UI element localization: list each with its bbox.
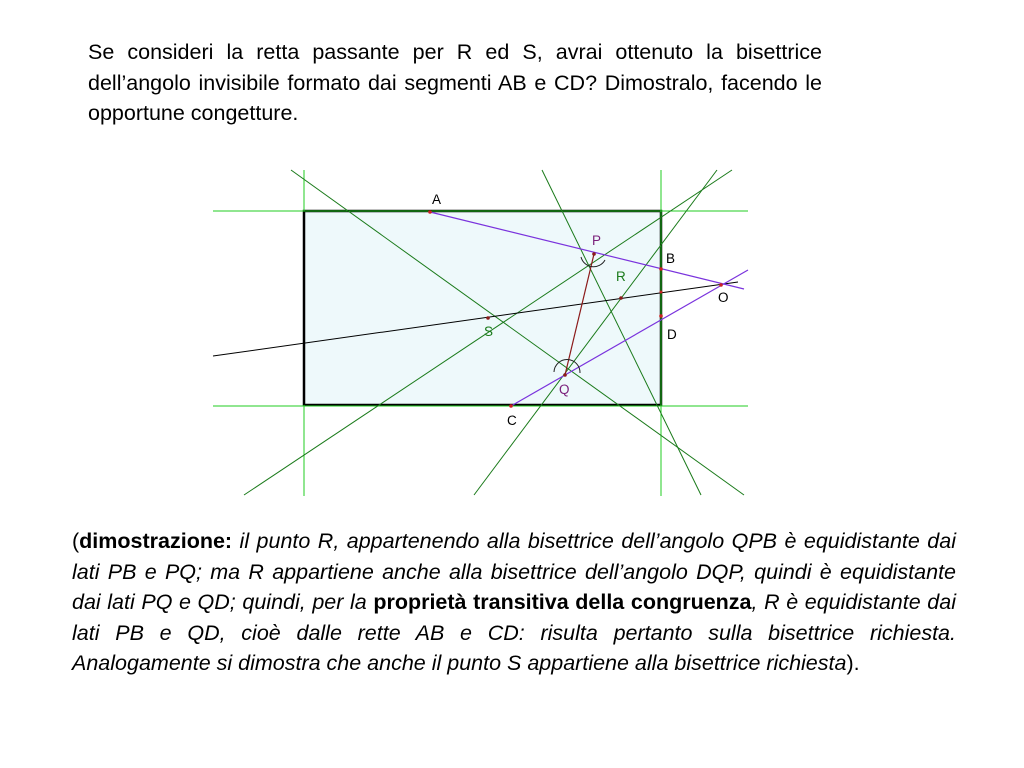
label-s: S [484, 324, 494, 339]
label-q: Q [559, 382, 570, 397]
point-p [592, 252, 596, 256]
label-r: R [616, 269, 626, 284]
point-s [486, 316, 490, 320]
question-text: Se consideri la retta passante per R ed S, avrai ottenuto la bisettrice dell’angolo invisibile formato dai segmenti AB e CD? Dimostralo, facendo le opportune congetture. [88, 40, 822, 125]
label-o: O [718, 290, 729, 305]
proof-close-paren: ). [846, 651, 860, 676]
point-o [719, 283, 723, 287]
proof-text [72, 526, 956, 679]
point-q [563, 373, 567, 377]
point-d [659, 314, 663, 318]
proof-part-2: , R è equidistante dai lati PB e QD, cioè dalle rette AB e CD: risulta pertanto sulla bisettrice richiesta. Analogamente si dimostra che anche il punto S appartiene alla bisettrice richiesta [72, 590, 956, 676]
proof-part-1: il punto R, appartenendo alla bisettrice dell’angolo QPB è equidistante dai lati PB e PQ; ma R appartiene anche alla bisettrice dell’angolo DQP, quindi è equidistante dai lati PQ e QD; quindi, per la [72, 529, 956, 615]
proof-emphasis: proprietà transitiva della congruenza [373, 590, 752, 615]
label-d: D [667, 327, 677, 342]
point-a [428, 210, 432, 214]
label-a: A [432, 192, 442, 207]
label-p: P [592, 233, 602, 248]
point-r [619, 296, 623, 300]
label-b: B [666, 251, 676, 266]
proof-title: dimostrazione: [79, 529, 233, 553]
point-c [509, 404, 513, 408]
proof-open-paren: ( [72, 529, 80, 553]
point-b [659, 267, 663, 271]
point-mid-right [660, 291, 663, 294]
label-c: C [507, 413, 517, 428]
